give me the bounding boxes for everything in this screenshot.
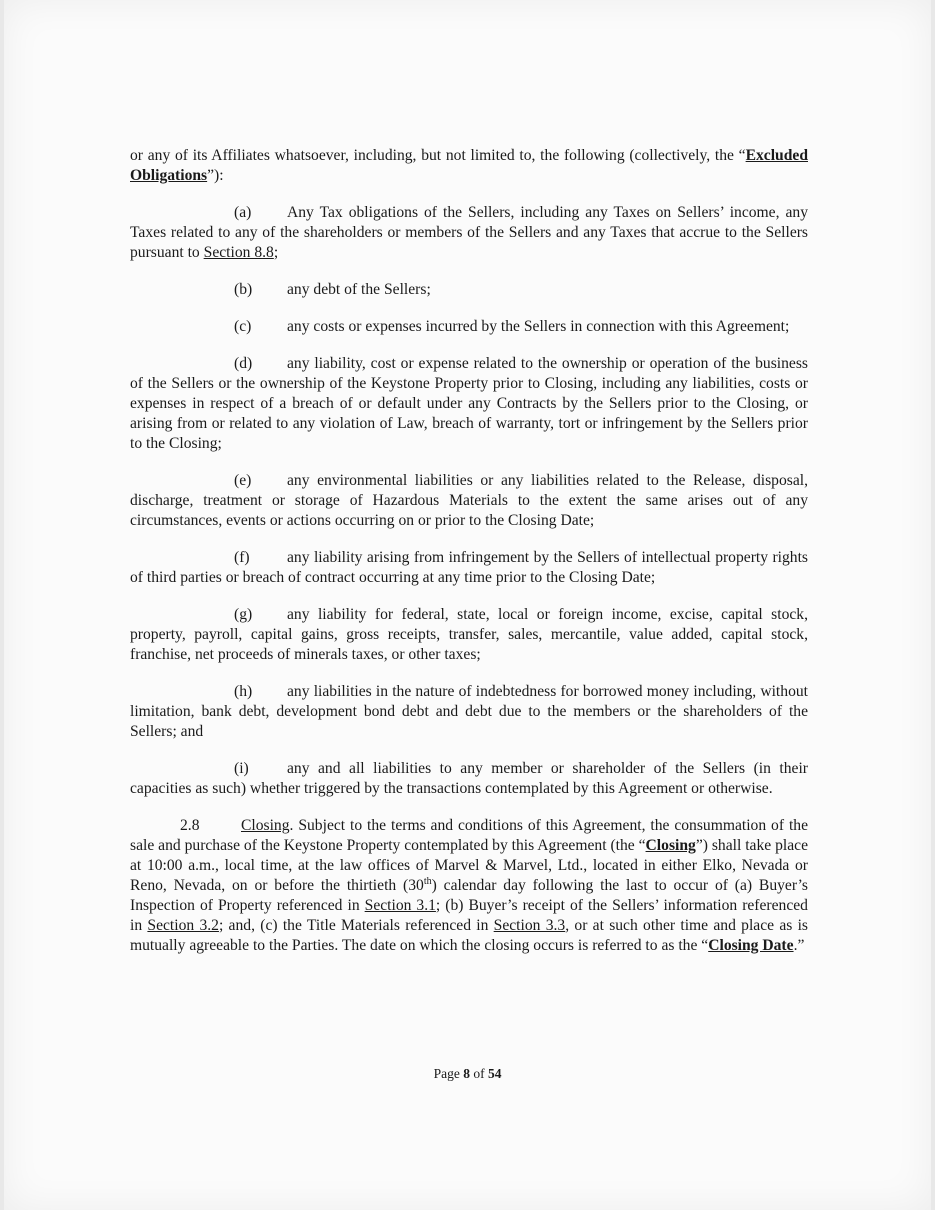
section-number: 2.8	[180, 817, 200, 834]
intro-paragraph: or any of its Affiliates whatsoever, including, but not limited to, the following (collectively, the “Excluded Obligations”):	[130, 147, 808, 184]
obligation-item	[130, 605, 808, 665]
item-text: any costs or expenses incurred by the Sellers in connection with this Agreement;	[287, 318, 790, 335]
section-ref-3-1: Section 3.1	[364, 897, 436, 914]
defined-term-closing: Closing	[645, 837, 696, 854]
section-reference: Section 8.8	[203, 244, 274, 261]
total-page-count: 54	[487, 1066, 502, 1081]
item-label: (b)	[234, 281, 253, 298]
item-label: (f)	[234, 549, 250, 566]
obligation-item	[130, 548, 808, 588]
item-label: (e)	[234, 472, 252, 489]
item-text: any liability for federal, state, local or foreign income, excise, capital stock, property, payroll, capital gains, gross receipts, transfer, sales, mercantile, value added, capital stock, franchise, net proceeds of minerals taxes, or other taxes;	[130, 606, 808, 663]
defined-term-excluded-obligations: Excluded Obligations	[130, 147, 808, 184]
obligation-item	[130, 280, 808, 300]
obligations-list	[130, 203, 808, 799]
item-text: ;	[273, 244, 279, 261]
defined-term-closing-date: Closing Date	[708, 937, 794, 954]
obligation-item	[130, 759, 808, 799]
section-heading: Closing	[241, 817, 290, 834]
page-footer: Page 8 of 54	[433, 1066, 502, 1081]
item-label: (a)	[234, 204, 252, 221]
section-2-8-paragraph: 2.8 Closing. Subject to the terms and conditions of this Agreement, the consummation of the sale and purchase of the Keystone Property contemplated by this Agreement (the “Closing”) shall take place at 10:00 a.m., local time, at the law offices of Marvel & Marvel, Ltd., located in either Elko, Nevada or Reno, Nevada, on or before the thirtieth (30th) calendar day following the last to occur of (a) Buyer’s Inspection of Property referenced in Section 3.1; (b) Buyer’s receipt of the Sellers’ information referenced in Section 3.2; and, (c) the Title Materials referenced in Section 3.3, or at such other time and place as is mutually agreeable to the Parties. The date on which the closing occurs is referred to as the “Closing Date.”	[130, 817, 809, 954]
obligation-item	[130, 203, 808, 263]
obligation-item	[130, 354, 808, 454]
section-ref-3-3: Section 3.3	[493, 917, 566, 934]
item-label: (g)	[234, 606, 253, 623]
obligation-item	[130, 317, 808, 337]
item-text: any liabilities in the nature of indebtedness for borrowed money including, without limitation, bank debt, development bond debt and debt due to the members or the shareholders of the Sellers; and	[130, 683, 808, 740]
section-ref-3-2: Section 3.2	[147, 917, 219, 934]
item-label: (d)	[234, 355, 253, 372]
obligation-item	[130, 471, 808, 531]
item-text: any debt of the Sellers;	[287, 281, 431, 298]
item-text: Any Tax obligations of the Sellers, including any Taxes on Sellers’ income, any Taxes related to any of the shareholders or members of the Sellers and any Taxes that accrue to the Sellers pursuant to	[130, 204, 808, 261]
obligation-item	[130, 682, 808, 742]
document-page	[4, 0, 931, 1210]
item-label: (c)	[234, 318, 252, 335]
item-label: (h)	[234, 683, 253, 700]
item-text: any liability arising from infringement by the Sellers of intellectual property rights of third parties or breach of contract occurring at any time prior to the Closing Date;	[130, 549, 808, 586]
item-text: any and all liabilities to any member or shareholder of the Sellers (in their capacities as such) whether triggered by the transactions contemplated by this Agreement or otherwise.	[130, 760, 808, 797]
page-body	[130, 146, 808, 973]
item-text: any environmental liabilities or any liabilities related to the Release, disposal, discharge, treatment or storage of Hazardous Materials to the extent the same arises out of any circumstances, events or actions occurring on or prior to the Closing Date;	[130, 472, 808, 529]
item-label: (i)	[234, 760, 249, 777]
item-text: any liability, cost or expense related to the ownership or operation of the business of the Sellers or the ownership of the Keystone Property prior to Closing, including any liabilities, costs or expenses in respect of a breach of or default under any Contracts by the Sellers prior to the Closing, or arising from or related to any violation of Law, breach of warranty, tort or infringement by the Sellers prior to the Closing;	[130, 355, 808, 452]
current-page-number: 8	[463, 1066, 470, 1081]
